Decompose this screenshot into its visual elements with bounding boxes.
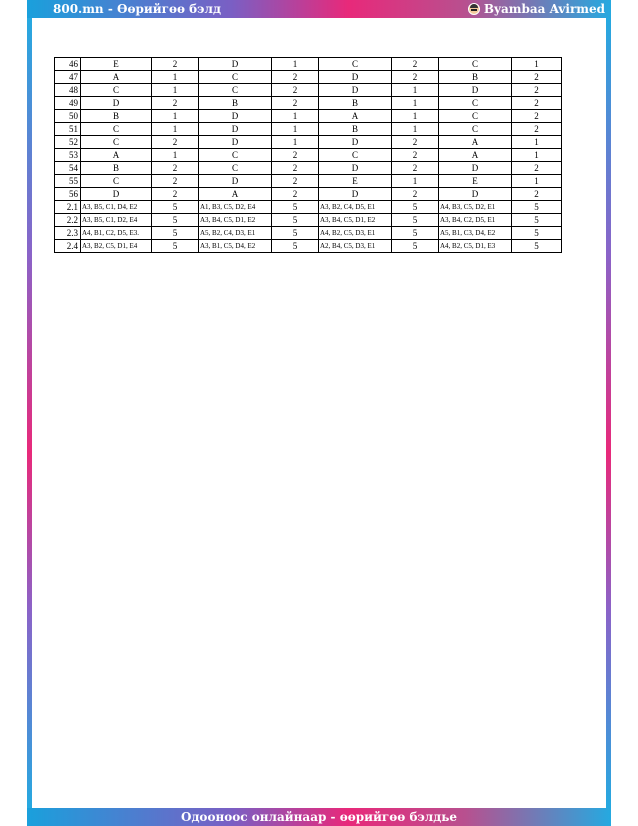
score-cell: 5: [512, 227, 562, 240]
score-cell: 2: [272, 175, 319, 188]
answer-table-body: [55, 58, 562, 253]
answer-cell: D: [199, 123, 272, 136]
score-cell: 2: [152, 162, 199, 175]
score-cell: 2: [152, 175, 199, 188]
score-cell: 5: [392, 214, 439, 227]
score-cell: 1: [152, 110, 199, 123]
score-cell: 1: [152, 149, 199, 162]
answer-cell: D: [319, 188, 392, 201]
answer-cell: A5, B1, C3, D4, E2: [439, 227, 512, 240]
answer-cell: A: [81, 71, 152, 84]
score-cell: 5: [272, 227, 319, 240]
score-cell: 2: [272, 149, 319, 162]
answer-cell: B: [439, 71, 512, 84]
answer-cell: A3, B2, C5, D1, E4: [81, 240, 152, 253]
answer-cell: D: [319, 162, 392, 175]
score-cell: 2: [392, 162, 439, 175]
score-cell: 5: [392, 201, 439, 214]
score-cell: 2: [152, 188, 199, 201]
answer-cell: D: [81, 97, 152, 110]
score-cell: 2: [392, 188, 439, 201]
score-cell: 1: [392, 175, 439, 188]
header-bar: [27, 0, 611, 18]
score-cell: 1: [152, 123, 199, 136]
author-name: Byambaa Avirmed: [483, 2, 605, 16]
answer-cell: A3, B4, C5, D1, E2: [199, 214, 272, 227]
score-cell: 1: [392, 97, 439, 110]
score-cell: 2: [392, 136, 439, 149]
author-block: [468, 2, 605, 16]
answer-cell: D: [199, 136, 272, 149]
score-cell: 2: [392, 149, 439, 162]
answer-cell: A4, B2, C5, D1, E3: [439, 240, 512, 253]
answer-cell: A: [199, 188, 272, 201]
score-cell: 1: [152, 71, 199, 84]
table-row: [55, 110, 562, 123]
table-row: [55, 58, 562, 71]
score-cell: 1: [512, 149, 562, 162]
answer-cell: B: [319, 97, 392, 110]
site-title[interactable]: 800.mn - Өөрийгөө бэлд: [53, 2, 221, 16]
answer-cell: A4, B1, C2, D5, E3.: [81, 227, 152, 240]
answer-cell: A3, B4, C2, D5, E1: [439, 214, 512, 227]
score-cell: 2: [152, 97, 199, 110]
answer-cell: E: [81, 58, 152, 71]
score-cell: 2: [512, 71, 562, 84]
score-cell: 5: [152, 227, 199, 240]
avatar-icon: [468, 3, 480, 15]
answer-cell: C: [199, 84, 272, 97]
question-number-cell: 49: [55, 97, 81, 110]
table-row: [55, 71, 562, 84]
answer-cell: A: [81, 149, 152, 162]
score-cell: 2: [512, 84, 562, 97]
answer-cell: A3, B1, C5, D4, E2: [199, 240, 272, 253]
score-cell: 5: [512, 240, 562, 253]
answer-cell: B: [199, 97, 272, 110]
score-cell: 2: [152, 136, 199, 149]
answer-cell: D: [319, 71, 392, 84]
answer-cell: C: [319, 149, 392, 162]
answer-cell: A5, B2, C4, D3, E1: [199, 227, 272, 240]
table-row: [55, 214, 562, 227]
score-cell: 5: [152, 201, 199, 214]
answer-cell: B: [81, 162, 152, 175]
answer-cell: D: [319, 84, 392, 97]
score-cell: 2: [272, 97, 319, 110]
score-cell: 2: [392, 71, 439, 84]
table-row: [55, 97, 562, 110]
table-row: [55, 227, 562, 240]
answer-cell: A3, B5, C1, D2, E4: [81, 214, 152, 227]
answer-cell: A1, B3, C5, D2, E4: [199, 201, 272, 214]
question-number-cell: 53: [55, 149, 81, 162]
score-cell: 2: [512, 162, 562, 175]
question-number-cell: 52: [55, 136, 81, 149]
answer-cell: A: [319, 110, 392, 123]
answer-cell: E: [439, 175, 512, 188]
answer-cell: B: [81, 110, 152, 123]
question-number-cell: 51: [55, 123, 81, 136]
table-row: [55, 188, 562, 201]
score-cell: 5: [272, 240, 319, 253]
answer-cell: A3, B4, C5, D1, E2: [319, 214, 392, 227]
score-cell: 5: [392, 240, 439, 253]
table-row: [55, 123, 562, 136]
footer-text: Одооноос онлайнаар - өөрийгөө бэлдье: [180, 810, 457, 824]
left-frame-border: [27, 18, 32, 808]
score-cell: 5: [272, 201, 319, 214]
answer-cell: C: [81, 136, 152, 149]
score-cell: 5: [152, 240, 199, 253]
score-cell: 2: [272, 162, 319, 175]
answer-cell: E: [319, 175, 392, 188]
question-number-cell: 46: [55, 58, 81, 71]
footer-bar: [27, 808, 611, 826]
answer-cell: A3, B5, C1, D4, E2: [81, 201, 152, 214]
answer-cell: D: [81, 188, 152, 201]
score-cell: 2: [512, 110, 562, 123]
score-cell: 1: [272, 136, 319, 149]
score-cell: 2: [152, 58, 199, 71]
score-cell: 5: [272, 214, 319, 227]
answer-cell: A3, B2, C4, D5, E1: [319, 201, 392, 214]
question-number-cell: 56: [55, 188, 81, 201]
table-row: [55, 175, 562, 188]
answer-cell: A2, B4, C5, D3, E1: [319, 240, 392, 253]
answer-cell: B: [319, 123, 392, 136]
table-row: [55, 162, 562, 175]
answer-key-table: [54, 57, 562, 253]
table-row: [55, 136, 562, 149]
right-frame-border: [606, 18, 611, 808]
answer-cell: C: [81, 84, 152, 97]
answer-cell: D: [199, 110, 272, 123]
score-cell: 1: [272, 58, 319, 71]
question-number-cell: 2.4: [55, 240, 81, 253]
score-cell: 5: [512, 214, 562, 227]
answer-cell: D: [439, 162, 512, 175]
score-cell: 2: [272, 84, 319, 97]
answer-cell: C: [319, 58, 392, 71]
score-cell: 1: [152, 84, 199, 97]
table-row: [55, 149, 562, 162]
answer-cell: C: [199, 162, 272, 175]
answer-cell: A: [439, 149, 512, 162]
score-cell: 1: [272, 110, 319, 123]
answer-cell: C: [199, 71, 272, 84]
answer-cell: A4, B2, C5, D3, E1: [319, 227, 392, 240]
answer-cell: A: [439, 136, 512, 149]
score-cell: 2: [272, 188, 319, 201]
table-row: [55, 201, 562, 214]
table-row: [55, 84, 562, 97]
answer-cell: C: [81, 175, 152, 188]
answer-cell: C: [439, 97, 512, 110]
question-number-cell: 2.3: [55, 227, 81, 240]
score-cell: 1: [272, 123, 319, 136]
question-number-cell: 2.2: [55, 214, 81, 227]
answer-cell: D: [319, 136, 392, 149]
question-number-cell: 50: [55, 110, 81, 123]
score-cell: 1: [392, 123, 439, 136]
score-cell: 2: [512, 188, 562, 201]
question-number-cell: 2.1: [55, 201, 81, 214]
answer-cell: D: [439, 188, 512, 201]
score-cell: 1: [512, 136, 562, 149]
question-number-cell: 48: [55, 84, 81, 97]
answer-cell: A4, B3, C5, D2, E1: [439, 201, 512, 214]
score-cell: 5: [512, 201, 562, 214]
score-cell: 2: [512, 123, 562, 136]
answer-cell: C: [439, 110, 512, 123]
score-cell: 5: [152, 214, 199, 227]
answer-cell: C: [439, 58, 512, 71]
answer-cell: D: [199, 58, 272, 71]
question-number-cell: 55: [55, 175, 81, 188]
question-number-cell: 47: [55, 71, 81, 84]
score-cell: 1: [392, 110, 439, 123]
score-cell: 2: [512, 97, 562, 110]
score-cell: 1: [512, 175, 562, 188]
score-cell: 1: [512, 58, 562, 71]
answer-cell: D: [439, 84, 512, 97]
answer-cell: C: [199, 149, 272, 162]
answer-cell: C: [81, 123, 152, 136]
score-cell: 2: [392, 58, 439, 71]
score-cell: 5: [392, 227, 439, 240]
score-cell: 1: [392, 84, 439, 97]
question-number-cell: 54: [55, 162, 81, 175]
answer-cell: D: [199, 175, 272, 188]
answer-cell: C: [439, 123, 512, 136]
score-cell: 2: [272, 71, 319, 84]
table-row: [55, 240, 562, 253]
